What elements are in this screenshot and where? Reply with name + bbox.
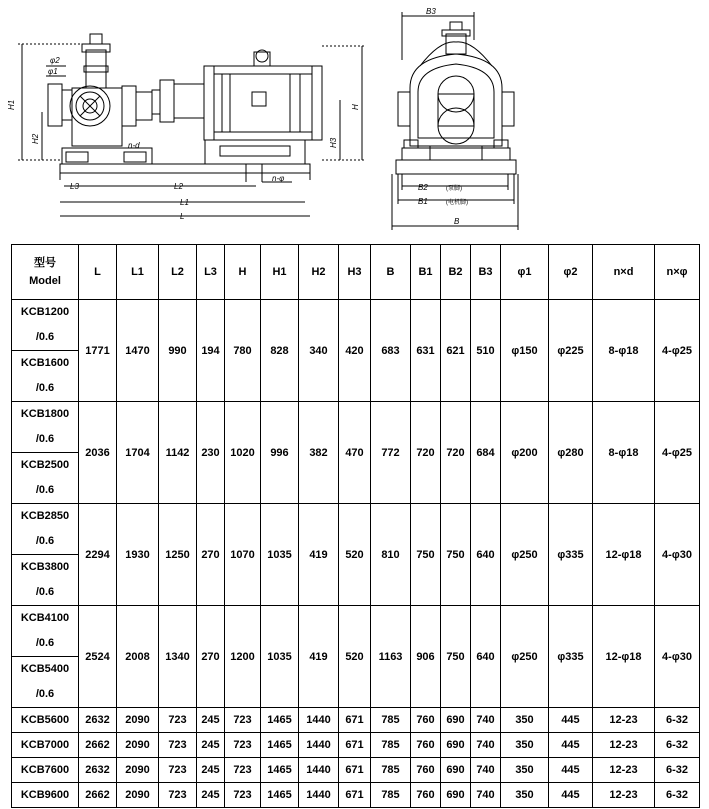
value-cell-n×φ: 4-φ30: [655, 606, 700, 708]
value-cell-b1: 760: [411, 783, 441, 808]
value-cell-l: 2036: [79, 402, 117, 504]
value-cell-l3: 270: [197, 606, 225, 708]
value-cell-l3: 245: [197, 758, 225, 783]
value-cell-n×φ: 4-φ25: [655, 300, 700, 402]
value-cell-l3: 230: [197, 402, 225, 504]
model-pressure: /0.6: [35, 535, 55, 547]
value-cell-h: 723: [225, 708, 261, 733]
value-cell-h2: 340: [299, 300, 339, 402]
table-row: [12, 606, 700, 657]
dim-H3: H3: [329, 137, 338, 148]
value-cell-h2: 382: [299, 402, 339, 504]
value-cell-b1: 760: [411, 733, 441, 758]
value-cell-l: 2524: [79, 606, 117, 708]
value-cell-φ2: φ280: [549, 402, 593, 504]
value-cell-l2: 723: [159, 733, 197, 758]
value-cell-h: 1020: [225, 402, 261, 504]
dim-H: H: [351, 104, 360, 110]
model-pressure: /0.6: [35, 382, 55, 394]
value-cell-φ1: 350: [501, 708, 549, 733]
dim-B2-note: (泵脚): [446, 186, 462, 192]
value-cell-h1: 1465: [261, 733, 299, 758]
model-name: KCB2850: [20, 510, 70, 522]
value-cell-h1: 996: [261, 402, 299, 504]
value-cell-n×d: 12-φ18: [593, 504, 655, 606]
model-pressure: /0.6: [35, 688, 55, 700]
model-cell: [12, 504, 79, 555]
header-phi1: φ1: [501, 245, 549, 300]
model-cell: [12, 453, 79, 504]
value-cell-l1: 1470: [117, 300, 159, 402]
header-model-en: Model: [29, 275, 61, 287]
value-cell-l3: 245: [197, 733, 225, 758]
value-cell-φ2: φ225: [549, 300, 593, 402]
value-cell-φ1: 350: [501, 783, 549, 808]
dim-B1: B1: [418, 197, 428, 206]
value-cell-b2: 690: [441, 733, 471, 758]
model-pressure: /0.6: [35, 433, 55, 445]
dim-L2: L2: [174, 182, 183, 191]
model-cell: [12, 402, 79, 453]
value-cell-b1: 720: [411, 402, 441, 504]
value-cell-l: 2662: [79, 783, 117, 808]
value-cell-l2: 723: [159, 708, 197, 733]
value-cell-n×φ: 4-φ30: [655, 504, 700, 606]
value-cell-b3: 740: [471, 733, 501, 758]
header-H3: H3: [339, 245, 371, 300]
header-L1: L1: [117, 245, 159, 300]
value-cell-h2: 1440: [299, 783, 339, 808]
value-cell-h2: 419: [299, 504, 339, 606]
model-pressure: /0.6: [35, 331, 55, 343]
dim-nphi: n-φ: [272, 174, 285, 183]
value-cell-n×d: 8-φ18: [593, 300, 655, 402]
value-cell-b: 785: [371, 708, 411, 733]
model-pressure: /0.6: [35, 484, 55, 496]
value-cell-b: 785: [371, 733, 411, 758]
value-cell-l1: 2090: [117, 708, 159, 733]
dim-phi1: φ1: [48, 67, 58, 76]
value-cell-φ1: φ250: [501, 606, 549, 708]
value-cell-l2: 990: [159, 300, 197, 402]
dim-L: L: [180, 212, 185, 221]
header-B1: B1: [411, 245, 441, 300]
model-name: KCB4100: [20, 612, 70, 624]
value-cell-h: 1070: [225, 504, 261, 606]
value-cell-l: 2632: [79, 758, 117, 783]
value-cell-h: 723: [225, 758, 261, 783]
value-cell-h3: 520: [339, 504, 371, 606]
value-cell-l: 1771: [79, 300, 117, 402]
value-cell-h1: 828: [261, 300, 299, 402]
header-nxd: n×d: [593, 245, 655, 300]
value-cell-h3: 470: [339, 402, 371, 504]
value-cell-b3: 640: [471, 504, 501, 606]
model-cell: [12, 555, 79, 606]
model-cell: KCB5600: [12, 708, 79, 733]
header-model: [12, 245, 79, 300]
dim-L1: L1: [180, 198, 189, 207]
value-cell-n×φ: 6-32: [655, 758, 700, 783]
value-cell-n×φ: 4-φ25: [655, 402, 700, 504]
value-cell-φ1: 350: [501, 758, 549, 783]
dim-B2: B2: [418, 183, 428, 192]
table-row: [12, 402, 700, 453]
value-cell-h: 1200: [225, 606, 261, 708]
value-cell-b2: 750: [441, 504, 471, 606]
value-cell-h1: 1035: [261, 504, 299, 606]
value-cell-b3: 740: [471, 783, 501, 808]
model-pressure: /0.6: [35, 586, 55, 598]
value-cell-h: 780: [225, 300, 261, 402]
value-cell-b2: 750: [441, 606, 471, 708]
header-model-cn: 型号: [34, 257, 56, 269]
value-cell-n×φ: 6-32: [655, 783, 700, 808]
value-cell-φ1: φ200: [501, 402, 549, 504]
value-cell-b3: 740: [471, 708, 501, 733]
value-cell-l2: 1340: [159, 606, 197, 708]
value-cell-l: 2294: [79, 504, 117, 606]
value-cell-n×d: 12-23: [593, 733, 655, 758]
value-cell-φ1: 350: [501, 733, 549, 758]
value-cell-h1: 1465: [261, 758, 299, 783]
header-nxphi: n×φ: [655, 245, 700, 300]
value-cell-l3: 245: [197, 783, 225, 808]
value-cell-l2: 723: [159, 758, 197, 783]
table-row: [12, 733, 700, 758]
value-cell-b1: 760: [411, 758, 441, 783]
value-cell-h3: 671: [339, 708, 371, 733]
value-cell-b2: 690: [441, 758, 471, 783]
value-cell-b3: 684: [471, 402, 501, 504]
model-name: KCB1600: [20, 357, 70, 369]
dim-L3: L3: [70, 182, 79, 191]
value-cell-l: 2632: [79, 708, 117, 733]
value-cell-l3: 270: [197, 504, 225, 606]
value-cell-l2: 723: [159, 783, 197, 808]
front-view: [392, 12, 518, 230]
value-cell-h3: 671: [339, 783, 371, 808]
table-row: [12, 504, 700, 555]
value-cell-b1: 906: [411, 606, 441, 708]
value-cell-l2: 1250: [159, 504, 197, 606]
value-cell-h3: 420: [339, 300, 371, 402]
value-cell-h1: 1035: [261, 606, 299, 708]
model-cell: [12, 351, 79, 402]
value-cell-b: 1163: [371, 606, 411, 708]
value-cell-b2: 621: [441, 300, 471, 402]
value-cell-b: 772: [371, 402, 411, 504]
model-cell: [12, 657, 79, 708]
value-cell-l1: 2090: [117, 783, 159, 808]
value-cell-n×d: 12-φ18: [593, 606, 655, 708]
model-name: KCB3800: [20, 561, 70, 573]
value-cell-l1: 1930: [117, 504, 159, 606]
dim-B3: B3: [426, 7, 436, 16]
value-cell-φ2: 445: [549, 758, 593, 783]
model-pressure: /0.6: [35, 637, 55, 649]
value-cell-b1: 750: [411, 504, 441, 606]
spec-table: [11, 244, 700, 808]
value-cell-b: 785: [371, 783, 411, 808]
base-plate: [60, 164, 310, 173]
value-cell-b3: 740: [471, 758, 501, 783]
value-cell-φ2: φ335: [549, 606, 593, 708]
value-cell-h2: 1440: [299, 733, 339, 758]
value-cell-b: 810: [371, 504, 411, 606]
header-B2: B2: [441, 245, 471, 300]
dim-B: B: [454, 217, 460, 226]
header-B3: B3: [471, 245, 501, 300]
dim-H1: H1: [7, 99, 16, 110]
value-cell-l: 2662: [79, 733, 117, 758]
header-B: B: [371, 245, 411, 300]
value-cell-l1: 2008: [117, 606, 159, 708]
value-cell-n×d: 12-23: [593, 708, 655, 733]
value-cell-b1: 760: [411, 708, 441, 733]
model-name: KCB5400: [20, 663, 70, 675]
header-H2: H2: [299, 245, 339, 300]
value-cell-φ1: φ250: [501, 504, 549, 606]
value-cell-h3: 520: [339, 606, 371, 708]
value-cell-b2: 690: [441, 708, 471, 733]
value-cell-l1: 1704: [117, 402, 159, 504]
value-cell-b: 785: [371, 758, 411, 783]
model-cell: [12, 606, 79, 657]
value-cell-h: 723: [225, 733, 261, 758]
value-cell-n×φ: 6-32: [655, 733, 700, 758]
header-L: L: [79, 245, 117, 300]
header-L3: L3: [197, 245, 225, 300]
value-cell-φ2: φ335: [549, 504, 593, 606]
value-cell-l1: 2090: [117, 758, 159, 783]
table-row: [12, 783, 700, 808]
model-cell: KCB9600: [12, 783, 79, 808]
header-L2: L2: [159, 245, 197, 300]
table-row: [12, 300, 700, 351]
value-cell-h2: 1440: [299, 708, 339, 733]
value-cell-l3: 245: [197, 708, 225, 733]
header-H1: H1: [261, 245, 299, 300]
value-cell-l2: 1142: [159, 402, 197, 504]
value-cell-h1: 1465: [261, 783, 299, 808]
value-cell-n×d: 8-φ18: [593, 402, 655, 504]
value-cell-b2: 690: [441, 783, 471, 808]
value-cell-b3: 510: [471, 300, 501, 402]
table-body: [12, 300, 700, 808]
table-row: [12, 708, 700, 733]
value-cell-l1: 2090: [117, 733, 159, 758]
technical-drawing: [0, 0, 709, 240]
value-cell-b: 683: [371, 300, 411, 402]
value-cell-n×d: 12-23: [593, 783, 655, 808]
header-H: H: [225, 245, 261, 300]
header-row: [12, 245, 700, 300]
header-phi2: φ2: [549, 245, 593, 300]
dim-H2: H2: [31, 133, 40, 144]
value-cell-h1: 1465: [261, 708, 299, 733]
value-cell-h3: 671: [339, 733, 371, 758]
value-cell-φ2: 445: [549, 708, 593, 733]
value-cell-b3: 640: [471, 606, 501, 708]
dim-nd: n-d: [128, 141, 140, 150]
value-cell-φ1: φ150: [501, 300, 549, 402]
model-name: KCB2500: [20, 459, 70, 471]
value-cell-b2: 720: [441, 402, 471, 504]
value-cell-h3: 671: [339, 758, 371, 783]
value-cell-φ2: 445: [549, 733, 593, 758]
model-name: KCB1200: [20, 306, 70, 318]
value-cell-h: 723: [225, 783, 261, 808]
value-cell-φ2: 445: [549, 783, 593, 808]
dim-phi2: φ2: [50, 56, 60, 65]
table-row: [12, 758, 700, 783]
value-cell-n×φ: 6-32: [655, 708, 700, 733]
value-cell-l3: 194: [197, 300, 225, 402]
value-cell-h2: 419: [299, 606, 339, 708]
model-cell: [12, 300, 79, 351]
model-name: KCB1800: [20, 408, 70, 420]
value-cell-h2: 1440: [299, 758, 339, 783]
model-cell: KCB7600: [12, 758, 79, 783]
value-cell-n×d: 12-23: [593, 758, 655, 783]
value-cell-b1: 631: [411, 300, 441, 402]
front-casing: [410, 54, 502, 146]
model-cell: KCB7000: [12, 733, 79, 758]
dim-B1-note: (电机脚): [446, 200, 468, 206]
